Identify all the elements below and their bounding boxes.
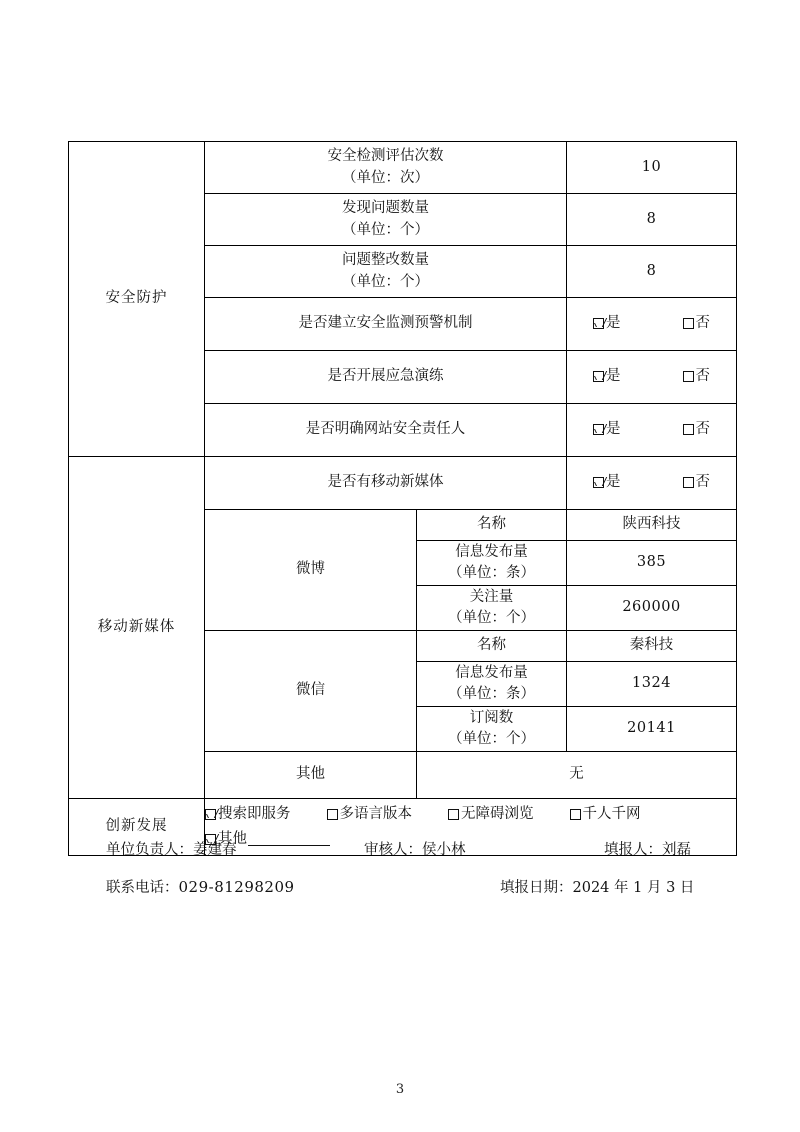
checkbox-unchecked-icon[interactable] [683,424,694,435]
row-label-other-media: 其他 [205,752,417,799]
checkbox-label-no: 否 [695,315,710,332]
label-text: 关注量 [469,588,514,605]
checkbox-unchecked-icon[interactable] [683,477,694,488]
reviewer [364,838,466,859]
checkbox-checked-icon[interactable] [593,477,604,488]
label-unit: （单位：个） [448,731,535,747]
label-text: 问题整改数量 [342,252,429,269]
checkbox-unchecked-icon[interactable] [327,809,338,820]
report-date-label: 填报日期： [500,880,573,896]
checkbox-option-accessibility[interactable] [448,804,534,825]
sub-label-weibo-name: 名称 [417,510,567,541]
label-text: 信息发布量 [455,664,528,681]
label-text: 信息发布量 [455,543,528,560]
report-date-value: 2024 年 1 月 3 日 [572,880,695,896]
page-number: 3 [395,1082,405,1097]
checkbox-label-yes: 是 [606,315,621,332]
label-unit: （单位：个） [342,221,429,238]
checkbox-label: 千人千网 [582,806,641,823]
checkbox-label: 搜索即服务 [218,806,291,823]
row-label-issues-found [205,194,567,246]
checkbox-option-yes[interactable] [593,366,621,387]
contact-phone-value: 029-81298209 [178,878,295,896]
checkbox-label: 多语言版本 [339,806,412,823]
checkbox-label-yes: 是 [606,474,621,491]
platform-label-weibo: 微博 [205,510,417,631]
annual-report-form-table [68,141,737,856]
reviewer-value: 侯小林 [422,842,466,858]
value-wechat-posts: 1324 [567,662,737,707]
table-row [69,142,737,194]
checkbox-option-no[interactable] [683,313,711,334]
filler-value: 刘磊 [662,842,691,858]
checkbox-label: 无障碍浏览 [461,806,534,823]
value-security-officer [567,404,737,457]
value-has-mobile-media [567,457,737,510]
filler [604,838,691,859]
checkbox-label-no: 否 [695,421,710,438]
value-other-media: 无 [417,752,737,799]
checkbox-option-no[interactable] [683,472,711,493]
checkbox-label-yes: 是 [606,368,621,385]
platform-label-wechat: 微信 [205,631,417,752]
row-label-issues-fixed [205,246,567,298]
value-wechat-subscribers: 20141 [567,707,737,752]
checkbox-option-yes[interactable] [593,419,621,440]
checkbox-unchecked-icon[interactable] [448,809,459,820]
unit-leader-label: 单位负责人： [106,842,193,858]
checkbox-unchecked-icon[interactable] [570,809,581,820]
label-unit: （单位：条） [448,686,535,702]
checkbox-checked-icon[interactable] [593,371,604,382]
value-issues-found: 8 [567,194,737,246]
sub-label-weibo-posts [417,541,567,586]
label-unit: （单位：条） [448,565,535,581]
value-early-warning-mechanism [567,298,737,351]
label-text: 发现问题数量 [342,200,429,217]
label-unit: （单位：个） [342,273,429,290]
checkbox-option-search-as-service[interactable] [205,804,291,825]
checkbox-label-no: 否 [695,368,710,385]
value-security-inspection-count: 10 [567,142,737,194]
checkbox-option-personalization[interactable] [570,804,641,825]
unit-leader-value: 姜建春 [193,842,237,858]
sub-label-wechat-posts [417,662,567,707]
reviewer-label: 审核人： [364,842,422,858]
sub-label-wechat-subscribers [417,707,567,752]
checkbox-unchecked-icon[interactable] [683,318,694,329]
value-emergency-drill [567,351,737,404]
row-label-security-inspection-count [205,142,567,194]
category-mobile-media: 移动新媒体 [69,457,205,799]
category-innovation: 创新发展 [69,799,205,856]
row-label-emergency-drill: 是否开展应急演练 [205,351,567,404]
checkbox-label-yes: 是 [606,421,621,438]
contact-phone-label: 联系电话： [106,880,179,896]
row-label-has-mobile-media: 是否有移动新媒体 [205,457,567,510]
checkbox-checked-icon[interactable] [593,318,604,329]
value-issues-fixed: 8 [567,246,737,298]
checkbox-option-multilingual[interactable] [327,804,413,825]
row-label-security-officer: 是否明确网站安全责任人 [205,404,567,457]
value-weibo-followers: 260000 [567,586,737,631]
report-date [500,876,694,897]
table-row [69,457,737,510]
checkbox-option-yes[interactable] [593,472,621,493]
checkbox-checked-icon[interactable] [593,424,604,435]
checkbox-option-no[interactable] [683,366,711,387]
checkbox-label-no: 否 [695,474,710,491]
label-unit: （单位：个） [448,610,535,626]
checkbox-label-other: 其他 [218,830,247,847]
other-fill-in-field[interactable] [248,833,330,846]
value-wechat-name: 秦科技 [567,631,737,662]
checkbox-option-no[interactable] [683,419,711,440]
category-security: 安全防护 [69,142,205,457]
value-weibo-posts: 385 [567,541,737,586]
label-text: 订阅数 [469,709,514,726]
filler-label: 填报人： [604,842,662,858]
label-text: 安全检测评估次数 [327,148,444,165]
checkbox-checked-icon[interactable] [205,809,216,820]
label-unit: （单位：次） [342,169,429,186]
checkbox-unchecked-icon[interactable] [683,371,694,382]
sub-label-wechat-name: 名称 [417,631,567,662]
contact-phone [106,876,295,897]
row-label-early-warning-mechanism: 是否建立安全监测预警机制 [205,298,567,351]
checkbox-option-yes[interactable] [593,313,621,334]
value-weibo-name: 陕西科技 [567,510,737,541]
sub-label-weibo-followers [417,586,567,631]
unit-leader [106,838,237,859]
